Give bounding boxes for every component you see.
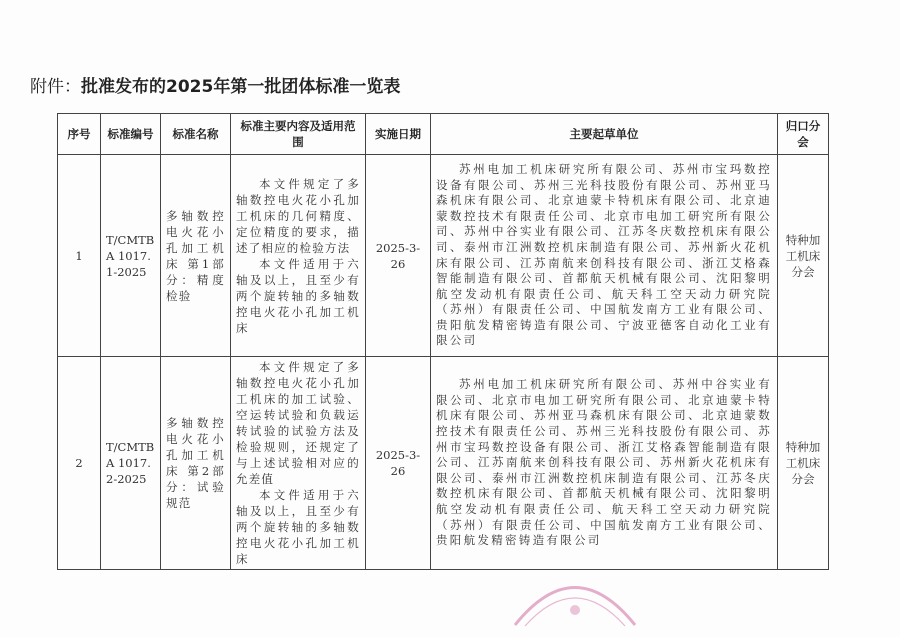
branch: 特种加工机床分会 (778, 155, 829, 357)
row-number: 2 (58, 357, 101, 570)
table-row (58, 155, 829, 357)
effective-date: 2025-3-26 (366, 155, 431, 357)
scope-paragraph: 本文件适用于六轴及以上，且至少有两个旋转轴的多轴数控电火花小孔加工机床 (236, 256, 360, 335)
standard-code: T/CMTBA 1017.2-2025 (101, 357, 161, 570)
effective-date: 2025-3-26 (366, 357, 431, 570)
header-cell: 主要起草单位 (431, 114, 778, 155)
drafting-units (431, 357, 778, 570)
scope-paragraph: 本文件适用于六轴及以上，且至少有两个旋转轴的多轴数控电火花小孔加工机床 (236, 488, 360, 566)
units-text: 苏州电加工机床研究所有限公司、苏州市宝玛数控设备有限公司、苏州三光科技股份有限公司、苏州亚马森机床有限公司、北京迪蒙卡特机床有限公司、北京迪蒙数控技术有限责任公司、北京市电加工研究所有限公司、苏州中谷实业有限公司、江苏冬庆数控机床有限公司、泰州市江洲数控机床制造有限公司、苏州新火花机床有限公司、江苏南航来创科技有限公司、浙江艾格森智能制造有限公司、首都航天机械有限公司、沈阳黎明航空发动机有限责任公司、航天科工空天动力研究院（苏州）有限责任公司、中国航发南方工业有限公司、贵阳航发精密铸造有限公司、宁波亚德客自动化工业有限公司 (436, 161, 772, 348)
header-cell: 标准主要内容及适用范围 (231, 114, 366, 155)
standard-name: 多轴数控电火花小孔加工机床 第2部分：试验规范 (161, 357, 231, 570)
header-cell: 标准名称 (161, 114, 231, 155)
units-text: 苏州电加工机床研究所有限公司、苏州中谷实业有限公司、北京市电加工研究所有限公司、北京迪蒙卡特机床有限公司、苏州亚马森机床有限公司、北京迪蒙数控技术有限责任公司、苏州三光科技股份有限公司、苏州市宝玛数控设备有限公司、浙江艾格森智能制造有限公司、江苏南航来创科技有限公司、苏州新火花机床有限公司、泰州市江洲数控机床制造有限公司、江苏冬庆数控机床有限公司、首都航天机械有限公司、沈阳黎明航空发动机有限责任公司、航天科工空天动力研究院（苏州）有限责任公司、中国航发南方工业有限公司、贵阳航发精密铸造有限公司 (436, 377, 772, 548)
branch: 特种加工机床分会 (778, 357, 829, 570)
header-cell: 序号 (58, 114, 101, 155)
standard-code: T/CMTBA 1017.1-2025 (101, 155, 161, 357)
standard-name: 多轴数控电火花小孔加工机床 第1部分：精度检验 (161, 155, 231, 357)
standard-scope (231, 357, 366, 570)
table-header-row (58, 114, 829, 155)
title-prefix: 附件： (30, 77, 81, 97)
page-title (30, 72, 400, 97)
title-text: 批准发布的2025年第一批团体标准一览表 (81, 77, 401, 97)
row-number: 1 (58, 155, 101, 357)
header-cell: 归口分会 (778, 114, 829, 155)
standards-table (57, 113, 829, 570)
scope-paragraph: 本文件规定了多轴数控电火花小孔加工机床的加工试验、空运转试验和负载运转试验的试验方法及检验规则，还规定了与上述试验相对应的允差值 (236, 360, 360, 486)
table-row (58, 357, 829, 570)
standard-scope (231, 155, 366, 357)
scope-paragraph: 本文件规定了多轴数控电火花小孔加工机床的几何精度、定位精度的要求，描述了相应的检验方法 (236, 176, 360, 255)
official-seal-stamp (505, 570, 645, 630)
header-cell: 实施日期 (366, 114, 431, 155)
header-cell: 标准编号 (101, 114, 161, 155)
drafting-units (431, 155, 778, 357)
